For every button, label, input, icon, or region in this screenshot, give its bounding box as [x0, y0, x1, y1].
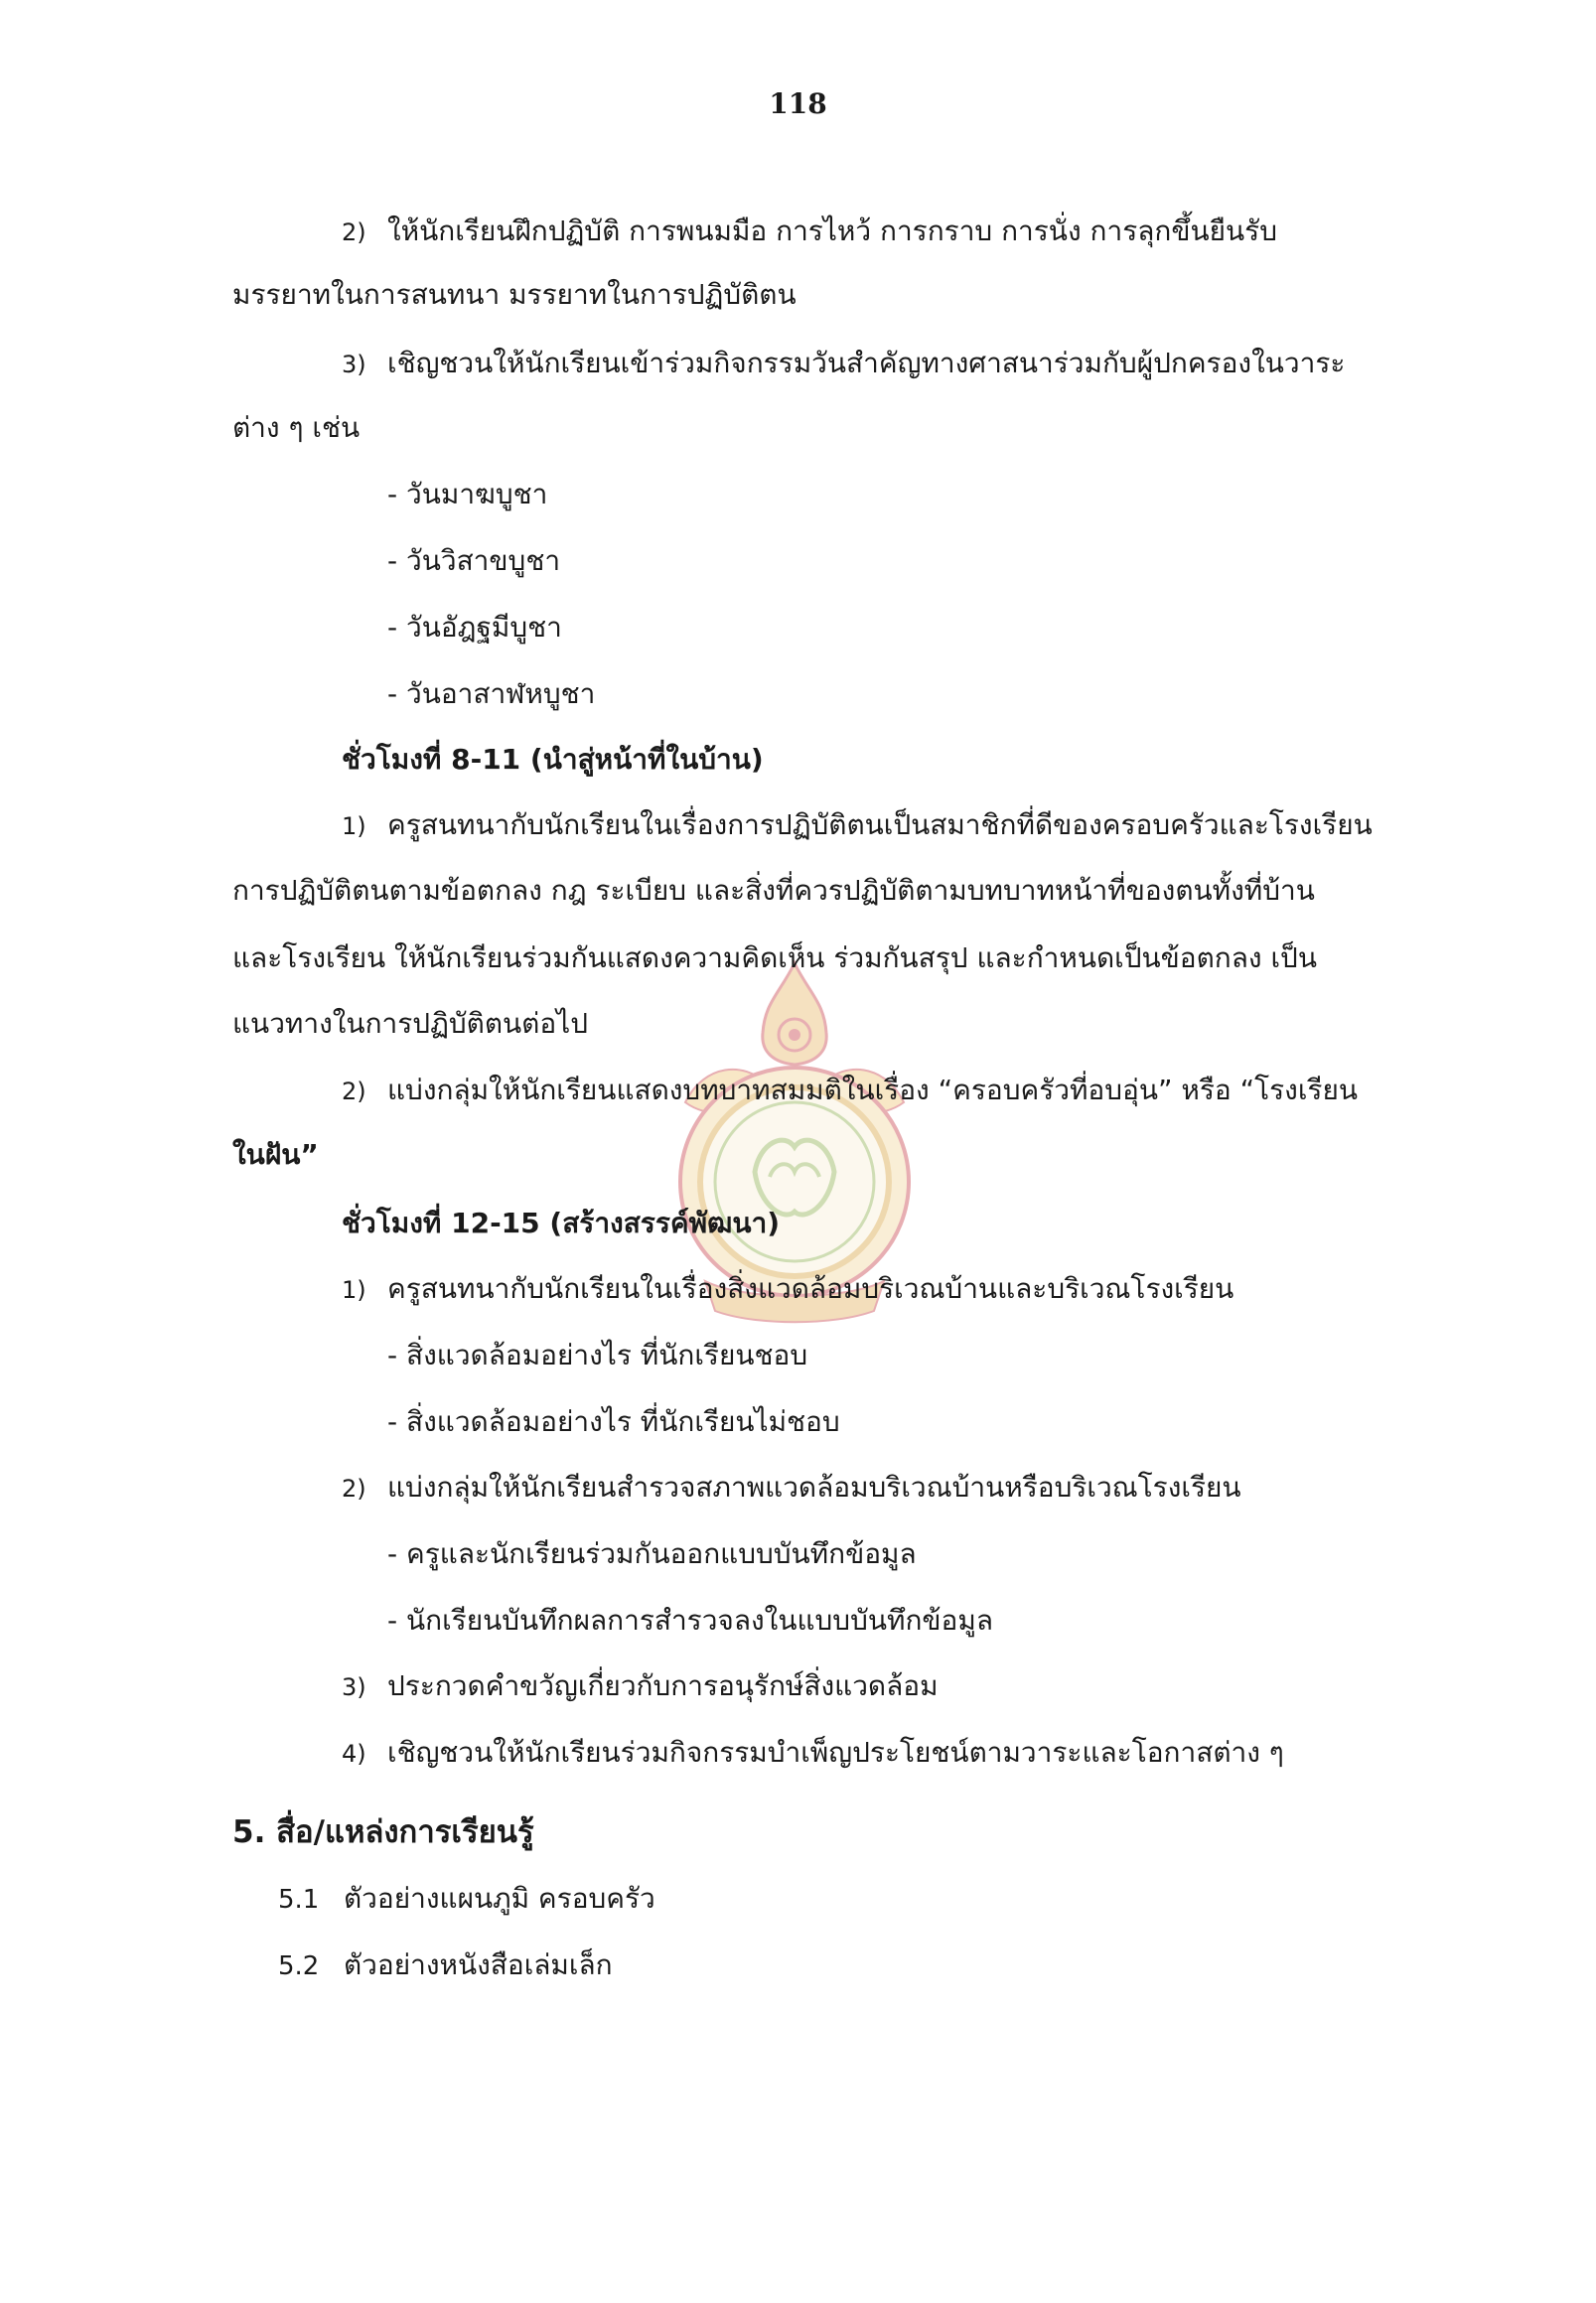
paragraph-line: การปฏิบัติตนตามข้อตกลง กฎ ระเบียบ และสิ่งที่ควรปฏิบัติตามบทบาทหน้าที่ของตนทั้งที่บ้าน — [232, 874, 1315, 907]
list-item: - วันวิสาขบูชา — [387, 544, 561, 577]
item-text: ครูสนทนากับนักเรียนในเรื่องสิ่งแวดล้อมบริเวณบ้านและบริเวณโรงเรียน — [387, 1272, 1234, 1305]
paragraph-line: ในฝัน” — [232, 1138, 319, 1171]
activity-2-line-1 — [342, 212, 1375, 252]
item-text: เชิญชวนให้นักเรียนร่วมกิจกรรมบำเพ็ญประโยชน์ตามวาระและโอกาสต่าง ๆ — [387, 1736, 1284, 1769]
subsection-text: ตัวอย่างหนังสือเล่มเล็ก — [344, 1948, 613, 1981]
activity-line — [342, 1666, 939, 1707]
item-number: 2) — [342, 1078, 366, 1105]
list-item: - วันอัฎฐมีบูชา — [387, 611, 562, 644]
list-item: - วันมาฆบูชา — [387, 478, 548, 510]
subsection-number: 5.1 — [278, 1885, 320, 1915]
section-heading: ชั่วโมงที่ 8-11 (นำสู่หน้าที่ในบ้าน) — [342, 743, 764, 776]
activity-line — [342, 1269, 1233, 1310]
section-5-heading: 5. สื่อ/แหล่งการเรียนรู้ — [232, 1814, 534, 1850]
item-text: แบ่งกลุ่มให้นักเรียนแสดงบทบาทสมมติในเรื่อง “ครอบครัวที่อบอุ่น” หรือ “โรงเรียน — [387, 1074, 1359, 1106]
paragraph-line — [342, 805, 1375, 846]
subsection-item — [278, 1879, 655, 1920]
activity-line — [342, 1468, 1241, 1509]
item-number: 3) — [342, 1673, 366, 1701]
paragraph-line — [342, 1071, 1375, 1111]
list-item: - สิ่งแวดล้อมอย่างไร ที่นักเรียนไม่ชอบ — [387, 1405, 840, 1438]
paragraph-line: และโรงเรียน ให้นักเรียนร่วมกันแสดงความคิดเห็น ร่วมกันสรุป และกำหนดเป็นข้อตกลง เป็น — [232, 941, 1317, 974]
item-number: 2) — [342, 1475, 366, 1503]
page-number: 118 — [769, 87, 827, 120]
item-text: แบ่งกลุ่มให้นักเรียนสำรวจสภาพแวดล้อมบริเวณบ้านหรือบริเวณโรงเรียน — [387, 1471, 1241, 1504]
item-number: 1) — [342, 1276, 366, 1304]
item-number: 2) — [342, 218, 366, 246]
item-number: 4) — [342, 1740, 366, 1768]
item-text: ประกวดคำขวัญเกี่ยวกับการอนุรักษ์สิ่งแวดล้อม — [387, 1669, 939, 1702]
item-number: 1) — [342, 812, 366, 840]
list-item: - ครูและนักเรียนร่วมกันออกแบบบันทึกข้อมูล — [387, 1537, 917, 1570]
activity-3-line-1 — [342, 344, 1375, 384]
section-heading: ชั่วโมงที่ 12-15 (สร้างสรรค์พัฒนา) — [342, 1207, 781, 1239]
item-text: ให้นักเรียนฝึกปฏิบัติ การพนมมือ การไหว้ การกราบ การนั่ง การลุกขึ้นยืนรับ — [387, 215, 1277, 247]
item-text: เชิญชวนให้นักเรียนเข้าร่วมกิจกรรมวันสำคัญทางศาสนาร่วมกับผู้ปกครองในวาระ — [387, 347, 1346, 379]
subsection-item — [278, 1945, 613, 1986]
list-item: - นักเรียนบันทึกผลการสำรวจลงในแบบบันทึกข้อมูล — [387, 1604, 993, 1637]
list-item: - วันอาสาฬหบูชา — [387, 677, 596, 710]
list-item: - สิ่งแวดล้อมอย่างไร ที่นักเรียนชอบ — [387, 1339, 808, 1371]
subsection-number: 5.2 — [278, 1951, 320, 1981]
paragraph-line: แนวทางในการปฏิบัติตนต่อไป — [232, 1007, 588, 1040]
activity-line — [342, 1733, 1284, 1774]
subsection-text: ตัวอย่างแผนภูมิ ครอบครัว — [344, 1882, 655, 1915]
item-text: ครูสนทนากับนักเรียนในเรื่องการปฏิบัติตนเป็นสมาชิกที่ดีของครอบครัวและโรงเรียน — [387, 808, 1373, 841]
activity-2-line-2: มรรยาทในการสนทนา มรรยาทในการปฏิบัติตน — [232, 278, 797, 311]
activity-3-line-2: ต่าง ๆ เช่น — [232, 411, 361, 444]
item-number: 3) — [342, 351, 366, 378]
